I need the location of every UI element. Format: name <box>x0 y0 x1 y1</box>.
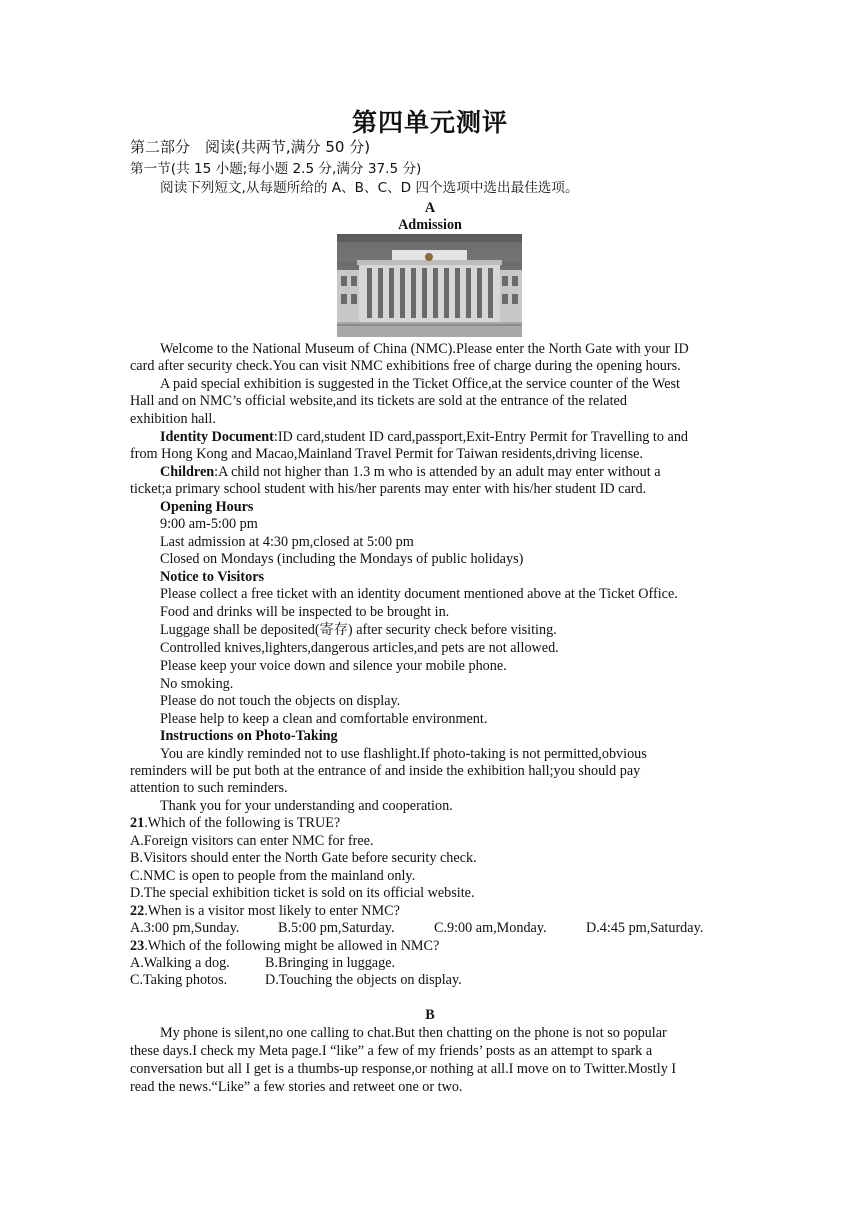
museum-photo <box>337 234 522 337</box>
question-stem: .Which of the following might be allowed in NMC? <box>144 938 440 954</box>
reading-instructions: 阅读下列短文,从每题所给的 A、B、C、D 四个选项中选出最佳选项。 <box>160 180 579 196</box>
children-label: Children <box>160 464 215 480</box>
question-21 <box>130 815 340 833</box>
identity-document-label: Identity Document <box>160 429 274 445</box>
thanks-line: Thank you for your understanding and cooperation. <box>160 798 453 814</box>
passage-b-line4: read the news.“Like” a few stories and retweet one or two. <box>130 1079 463 1095</box>
passage-a-letter: A <box>424 200 436 216</box>
identity-document-line1 <box>160 429 688 447</box>
notice-item-4: Controlled knives,lighters,dangerous articles,and pets are not allowed. <box>160 640 559 656</box>
passage-a-p1-line2: card after security check.You can visit NMC exhibitions free of charge during the opening hours. <box>130 358 681 374</box>
passage-a-p2-line1: A paid special exhibition is suggested in the Ticket Office,at the service counter of the West <box>160 376 680 392</box>
notice-heading: Notice to Visitors <box>160 569 265 585</box>
option-23-c: C.Taking photos. <box>130 972 228 988</box>
children-line2: ticket;a primary school student with his/her parents may enter with his/her student ID card. <box>130 481 647 497</box>
passage-a-p1-line1: Welcome to the National Museum of China (NMC).Please enter the North Gate with your ID <box>160 341 689 357</box>
notice-item-2: Food and drinks will be inspected to be brought in. <box>160 604 450 620</box>
passage-a-p2-line3: exhibition hall. <box>130 411 216 427</box>
photo-taking-line3: attention to such reminders. <box>130 780 288 796</box>
question-22 <box>130 903 400 921</box>
passage-b-letter: B <box>425 1007 435 1023</box>
notice-item-5: Please keep your voice down and silence your mobile phone. <box>160 658 507 674</box>
notice-item-6: No smoking. <box>160 676 234 692</box>
passage-b-line3: conversation but all I get is a thumbs-up response,or nothing at all.I move on to Twitter.Mostly I <box>130 1061 677 1077</box>
passage-a-heading: Admission <box>398 217 462 233</box>
photo-taking-line2: reminders will be put both at the entrance of and inside the exhibition hall;you should pay <box>130 763 641 779</box>
question-stem: .When is a visitor most likely to enter NMC? <box>144 903 400 919</box>
option-23-d: D.Touching the objects on display. <box>265 972 462 988</box>
children-line1 <box>160 464 661 482</box>
option-21-c: C.NMC is open to people from the mainland only. <box>130 868 416 884</box>
notice-item-3: Luggage shall be deposited(寄存) after security check before visiting. <box>160 622 557 638</box>
notice-item-7: Please do not touch the objects on display. <box>160 693 401 709</box>
option-23-a: A.Walking a dog. <box>130 955 230 971</box>
passage-b-line1: My phone is silent,no one calling to chat.But then chatting on the phone is not so popular <box>160 1025 667 1041</box>
opening-hours-heading: Opening Hours <box>160 499 254 515</box>
question-number: 21 <box>130 815 145 831</box>
option-22-d: D.4:45 pm,Saturday. <box>586 920 704 936</box>
option-21-d: D.The special exhibition ticket is sold on its official website. <box>130 885 475 901</box>
notice-item-8: Please help to keep a clean and comfortable environment. <box>160 711 488 727</box>
notice-item-1: Please collect a free ticket with an identity document mentioned above at the Ticket Office. <box>160 586 678 602</box>
photo-taking-line1: You are kindly reminded not to use flashlight.If photo-taking is not permitted,obvious <box>160 746 647 762</box>
section-one-heading: 第一节(共 15 小题;每小题 2.5 分,满分 37.5 分) <box>130 161 422 177</box>
photo-taking-heading: Instructions on Photo-Taking <box>160 728 338 744</box>
option-22-a: A.3:00 pm,Sunday. <box>130 920 240 936</box>
identity-document-line2: from Hong Kong and Macao,Mainland Travel Permit for Taiwan residents,driving license. <box>130 446 643 462</box>
children-text: :A child not higher than 1.3 m who is attended by an adult may enter without a <box>214 464 661 480</box>
opening-hours-2: Last admission at 4:30 pm,closed at 5:00 pm <box>160 534 414 550</box>
question-number: 23 <box>130 938 145 954</box>
question-23 <box>130 938 439 956</box>
option-22-c: C.9:00 am,Monday. <box>434 920 547 936</box>
option-22-b: B.5:00 pm,Saturday. <box>278 920 395 936</box>
page-title: 第四单元测评 <box>351 108 508 137</box>
question-number: 22 <box>130 903 145 919</box>
section-part-heading: 第二部分 阅读(共两节,满分 50 分) <box>130 138 371 156</box>
opening-hours-1: 9:00 am-5:00 pm <box>160 516 258 532</box>
option-21-b: B.Visitors should enter the North Gate before security check. <box>130 850 477 866</box>
option-23-b: B.Bringing in luggage. <box>265 955 396 971</box>
passage-b-line2: these days.I check my Meta page.I “like” a few of my friends’ posts as an attempt to spark a <box>130 1043 653 1059</box>
passage-a-p2-line2: Hall and on NMC’s official website,and its tickets are sold at the entrance of the related <box>130 393 627 409</box>
identity-document-text: :ID card,student ID card,passport,Exit-Entry Permit for Travelling to and <box>273 429 689 445</box>
opening-hours-3: Closed on Mondays (including the Mondays of public holidays) <box>160 551 524 567</box>
question-stem: .Which of the following is TRUE? <box>144 815 341 831</box>
option-21-a: A.Foreign visitors can enter NMC for free. <box>130 833 374 849</box>
